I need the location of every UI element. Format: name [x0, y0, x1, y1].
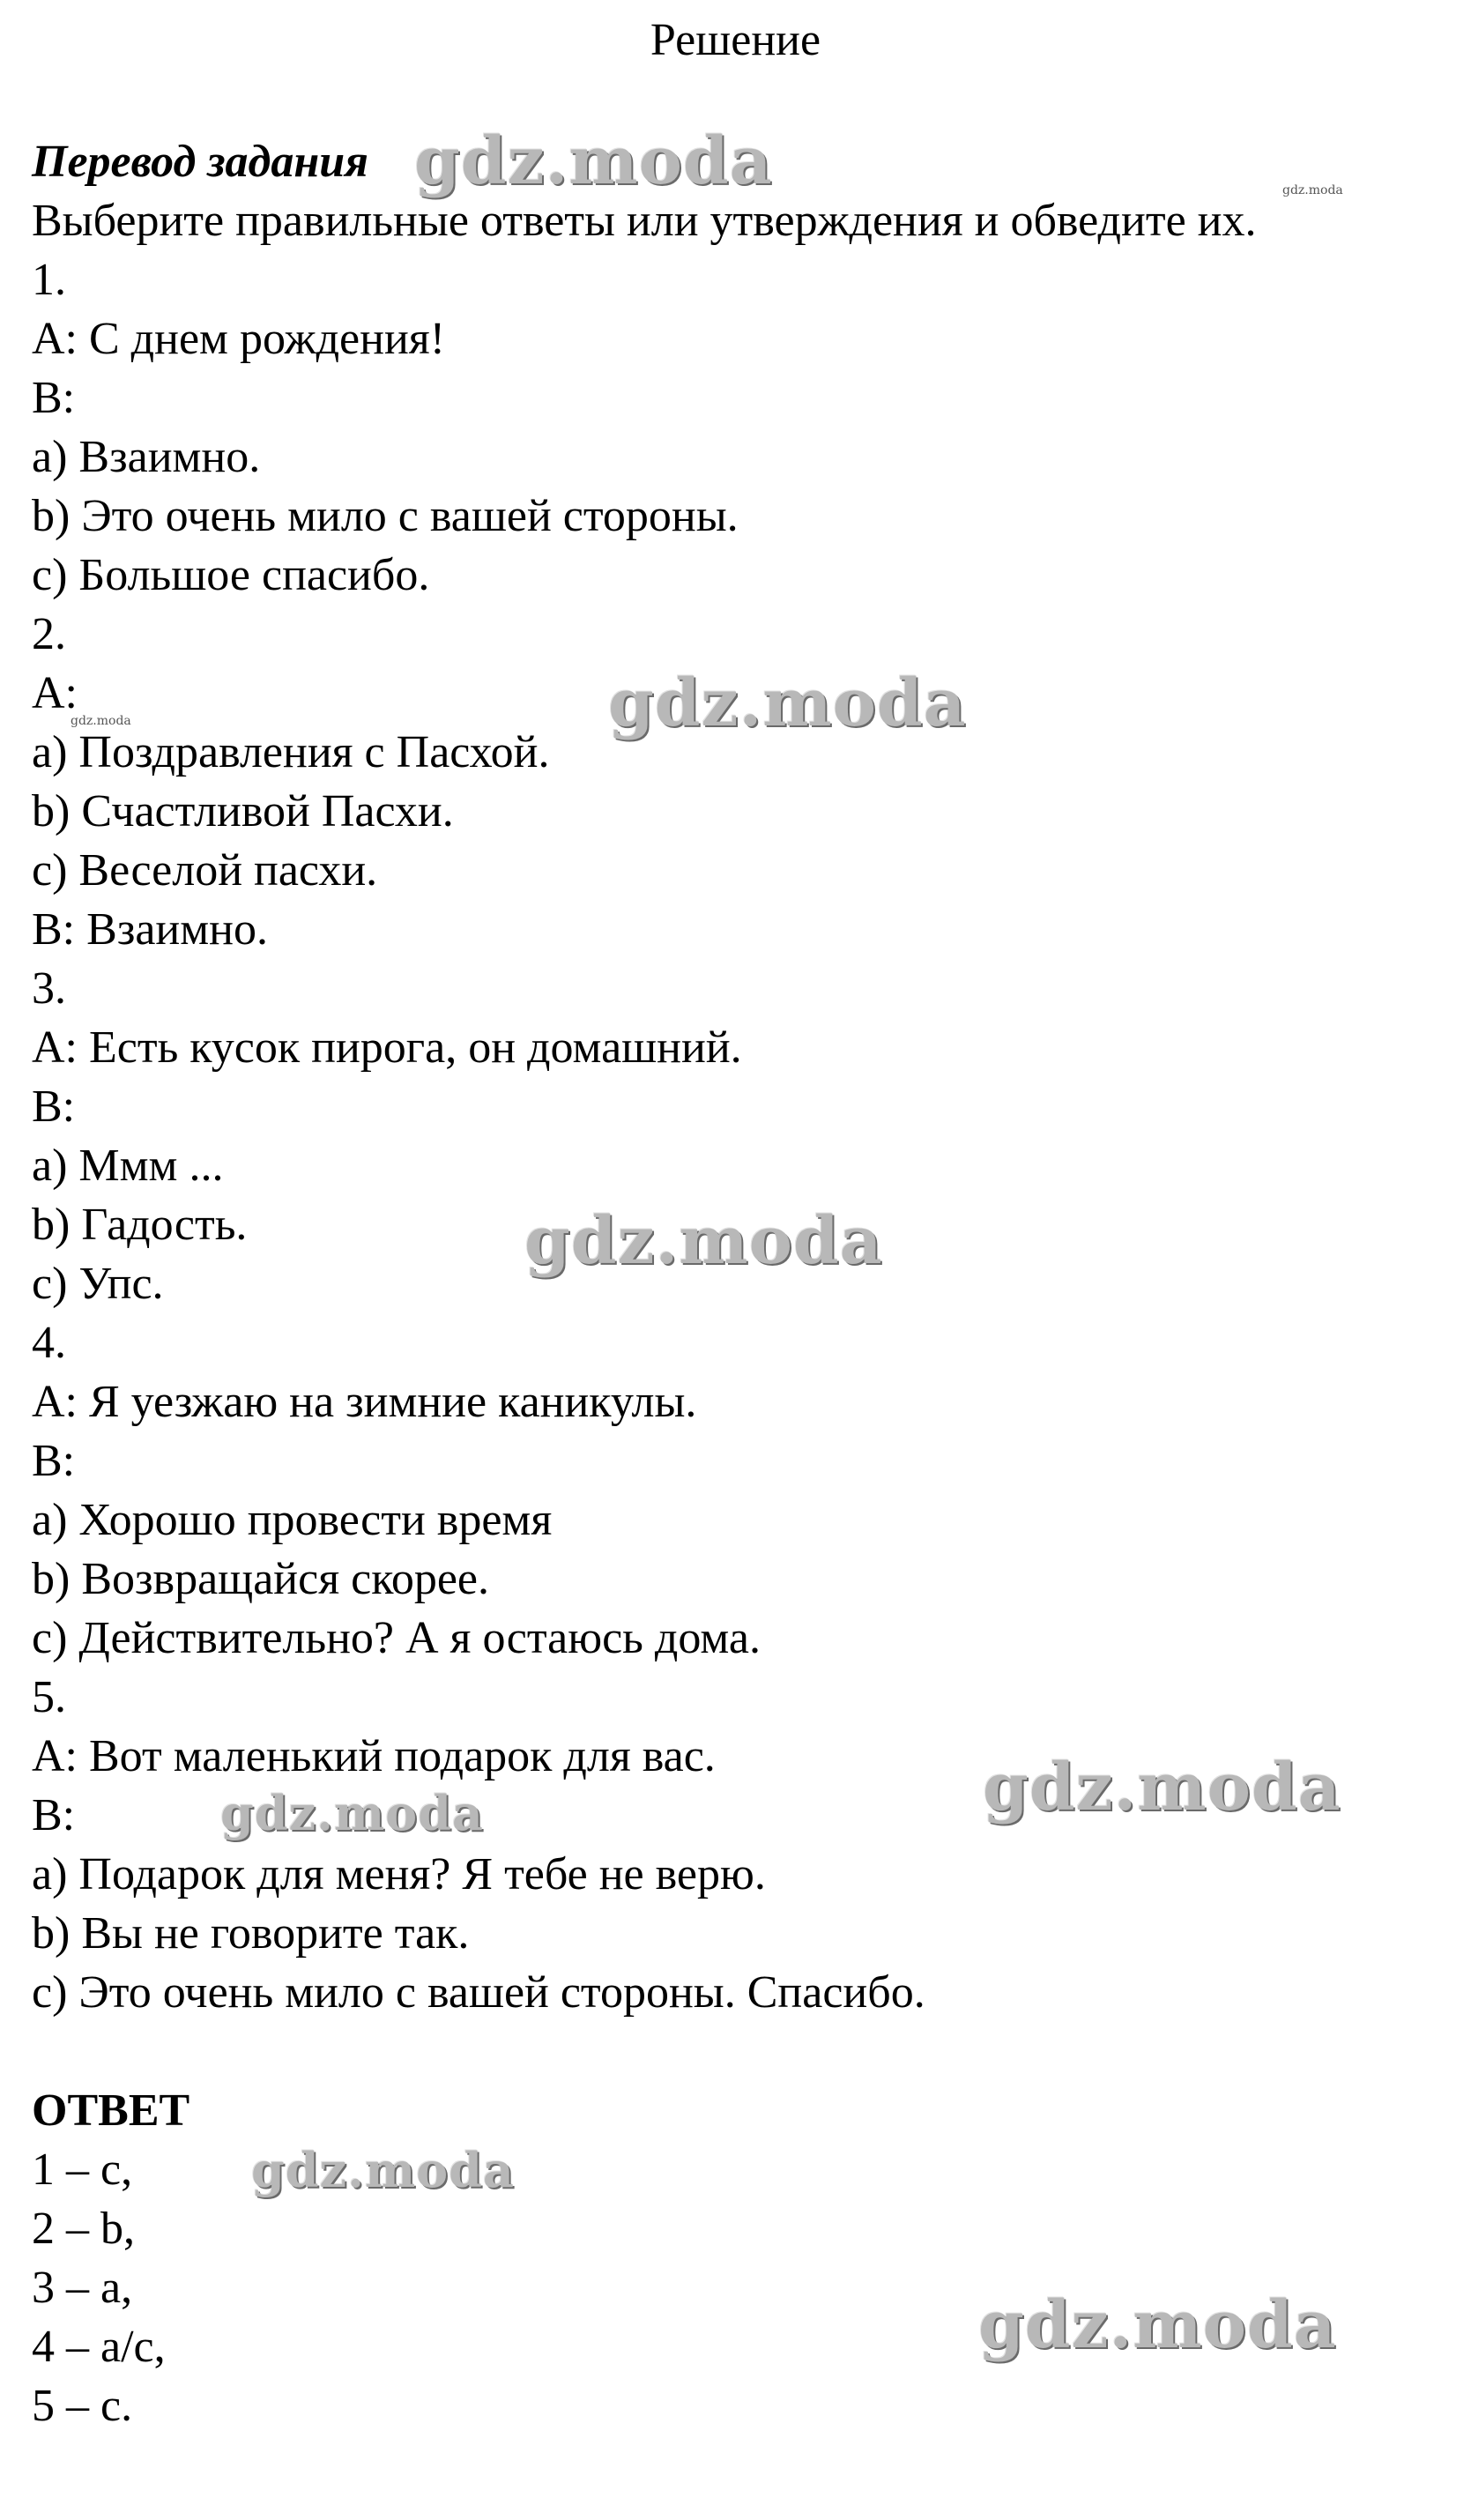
- text-line: Выберите правильные ответы или утверждения и обведите их.: [32, 196, 1257, 246]
- solution-text: [32, 132, 1460, 2435]
- text-line: a) Подарок для меня? Я тебе не верю.: [32, 1849, 766, 1899]
- text-line: c) Веселой пасхи.: [32, 845, 378, 896]
- text-line: A:: [32, 668, 78, 718]
- text-line: c) Большое спасибо.: [32, 550, 430, 600]
- section-heading: ОТВЕТ: [32, 2085, 190, 2136]
- watermark: gdz.moda: [524, 1203, 883, 1279]
- text-line: A: Вот маленький подарок для вас.: [32, 1731, 716, 1781]
- text-line: 4.: [32, 1318, 66, 1368]
- watermark: gdz.moda: [414, 123, 773, 199]
- text-line: b) Это очень мило с вашей стороны.: [32, 491, 739, 541]
- text-line: 3 – a,: [32, 2263, 133, 2313]
- text-line: 5.: [32, 1672, 66, 1722]
- watermark: gdz.moda: [608, 665, 967, 741]
- text-line: 3.: [32, 963, 66, 1014]
- watermark: gdz.moda: [71, 714, 131, 728]
- text-line: 4 – a/c,: [32, 2322, 166, 2372]
- text-line: a) Хорошо провести время: [32, 1495, 553, 1545]
- text-line: B:: [32, 373, 76, 423]
- text-line: a) Ммм ...: [32, 1141, 224, 1191]
- blank-line: [32, 2022, 1460, 2081]
- text-line: B: Взаимно.: [32, 904, 268, 955]
- text-line: A: Я уезжаю на зимние каникулы.: [32, 1377, 697, 1427]
- watermark: gdz.moda: [220, 1785, 484, 1841]
- text-line: A: Есть кусок пирога, он домашний.: [32, 1022, 742, 1073]
- text-line: 2 – b,: [32, 2204, 135, 2254]
- text-line: 2.: [32, 609, 66, 659]
- watermark: gdz.moda: [983, 1750, 1341, 1825]
- text-line: B:: [32, 1082, 76, 1132]
- text-line: 1.: [32, 255, 66, 305]
- text-line: b) Вы не говорите так.: [32, 1908, 470, 1959]
- text-line: 5 – c.: [32, 2381, 133, 2431]
- watermark: gdz.moda: [1282, 183, 1343, 197]
- text-line: a) Поздравления с Пасхой.: [32, 727, 550, 777]
- watermark: gdz.moda: [251, 2142, 515, 2198]
- text-line: c) Это очень мило с вашей стороны. Спасибо.: [32, 1967, 925, 2018]
- page-title: Решение: [650, 15, 821, 65]
- text-line: a) Взаимно.: [32, 432, 261, 482]
- text-line: b) Возвращайся скорее.: [32, 1554, 489, 1604]
- text-line: B:: [32, 1436, 76, 1486]
- text-line: c) Действительно? А я остаюсь дома.: [32, 1613, 761, 1663]
- text-line: A: С днем рождения!: [32, 314, 446, 364]
- text-line: c) Упс.: [32, 1259, 164, 1309]
- watermark: gdz.moda: [978, 2287, 1337, 2363]
- text-line: b) Гадость.: [32, 1200, 248, 1250]
- text-line: B:: [32, 1790, 76, 1840]
- text-line: b) Счастливой Пасхи.: [32, 786, 454, 836]
- text-line: 1 – c,: [32, 2145, 133, 2195]
- section-heading: Перевод задания: [32, 137, 368, 187]
